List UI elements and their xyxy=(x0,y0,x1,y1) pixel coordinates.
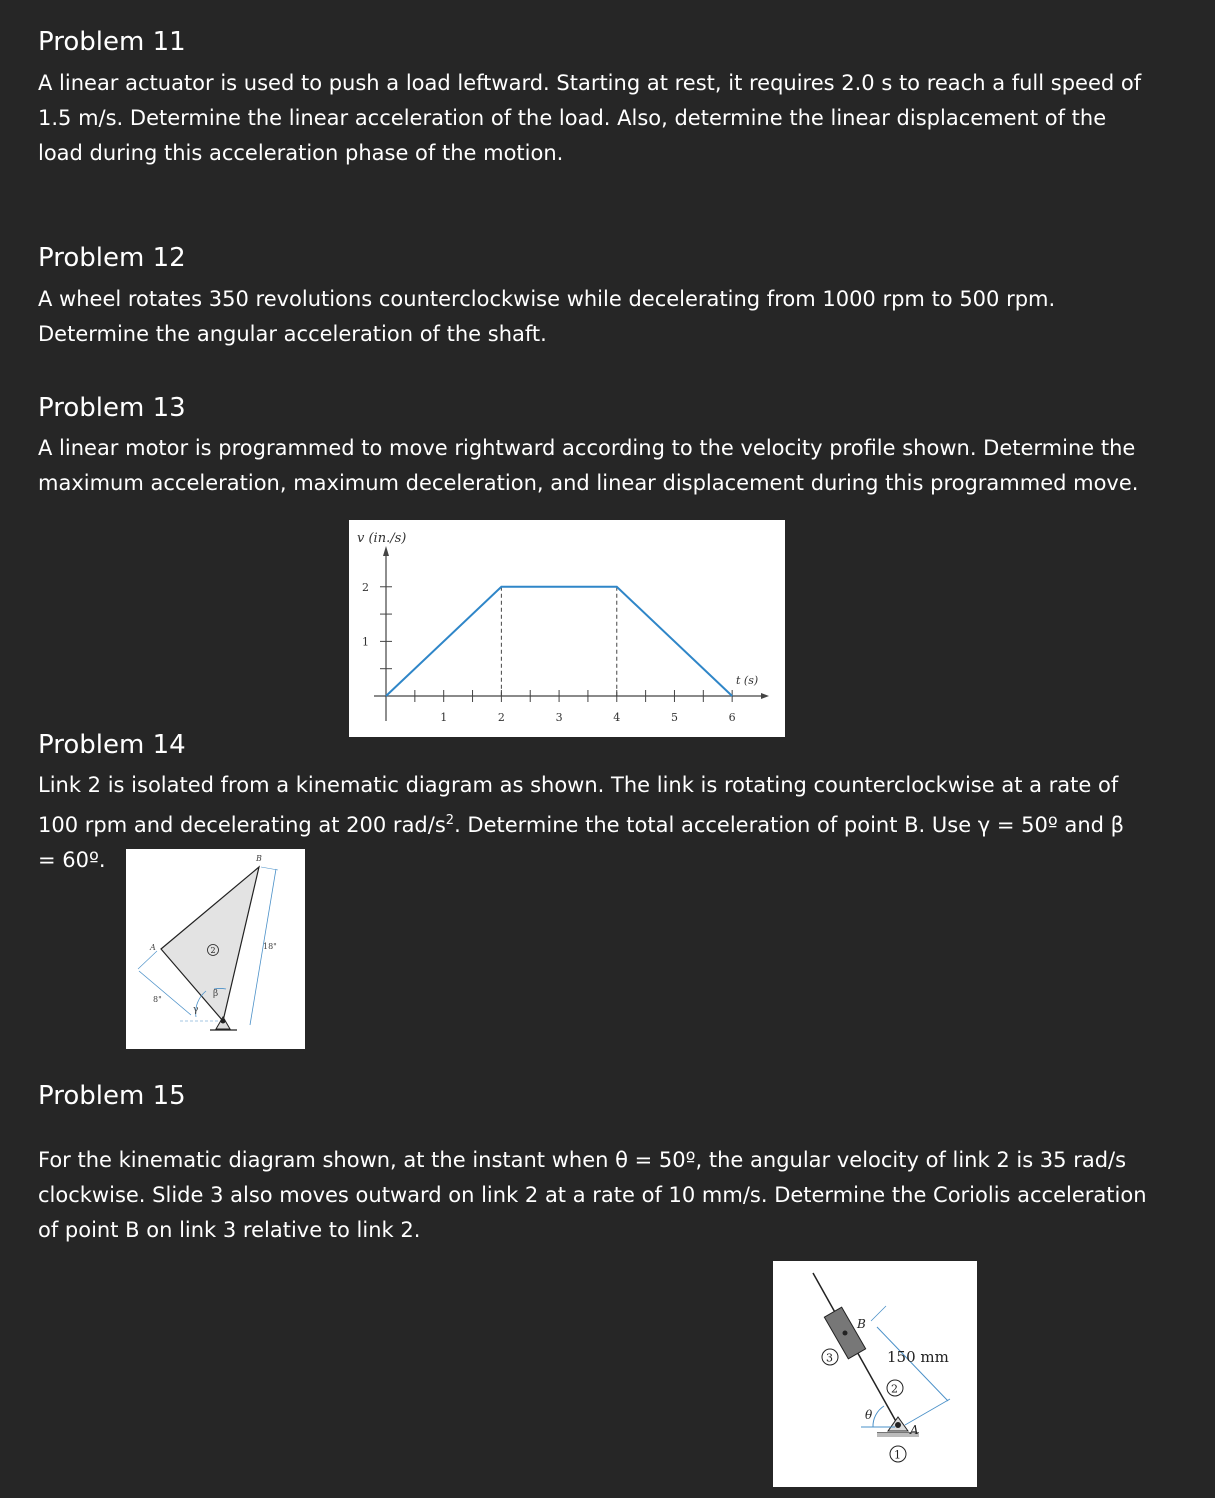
extension-line-a xyxy=(138,951,157,969)
problem-15-text: For the kinematic diagram shown, at the instant when θ = 50º, the angular velocity of link 2 is 35 rad/s clockwise. Slide 3 also moves outward on link 2 at a rate of 10 mm/s. Determine the Coriolis acceleration of point B on link 3 relative to link 2. xyxy=(38,1148,1147,1242)
problem-14-title: Problem 14 xyxy=(38,730,186,760)
x-tick-label: 1 xyxy=(440,711,448,724)
dimension-18-label: 18" xyxy=(263,942,277,951)
velocity-profile-figure xyxy=(349,520,785,737)
theta-arc xyxy=(873,1406,884,1427)
chart-y-axis-label: v (in./s) xyxy=(357,531,407,546)
link-2-body xyxy=(161,867,259,1021)
y-axis-arrow-icon xyxy=(383,546,389,556)
velocity-profile-chart xyxy=(349,520,785,737)
problem-11-text: A linear actuator is used to push a load leftward. Starting at rest, it requires 2.0 s to reach a full speed of 1.5 m/s. Determine the linear acceleration of the load. Also, determine the linear displacement of the load during this acceleration phase of the motion. xyxy=(38,71,1142,165)
problem-14-superscript: 2 xyxy=(445,813,455,828)
chart-x-axis-label: t (s) xyxy=(736,674,759,687)
velocity-profile-line xyxy=(386,587,732,696)
pivot-pin-icon xyxy=(221,1019,226,1024)
dimension-8-label: 8" xyxy=(153,995,162,1004)
x-tick-label: 2 xyxy=(497,711,505,724)
point-a-label: A xyxy=(910,1423,919,1437)
problem-14-text-part1: Link 2 is isolated from a kinematic diagram as shown. The link is rotating counterclockwise at a rate of 100 rpm and decelerating at 200 rad/s xyxy=(38,773,1119,837)
dimension-extension-bottom xyxy=(905,1399,950,1425)
pivot-a-pin-icon xyxy=(895,1422,901,1428)
problem-13-text: A linear motor is programmed to move rightward according to the velocity profile shown. Determine the maximum acceleration, maximum deceleration, and linear displacement during this programmed move. xyxy=(38,436,1139,495)
slider-link-diagram xyxy=(773,1261,977,1487)
point-b-label: B xyxy=(256,854,262,863)
point-b-dot xyxy=(843,1331,848,1336)
dimension-extension-top xyxy=(871,1306,886,1321)
problem-13-title: Problem 13 xyxy=(38,393,186,423)
problem-12-title: Problem 12 xyxy=(38,243,186,273)
problem-14-text-part2: . Determine the total acceleration of point B. Use γ = 50º and β = 60º. xyxy=(38,813,1125,872)
x-tick-label: 3 xyxy=(555,711,563,724)
problem-12-text: A wheel rotates 350 revolutions counterclockwise while decelerating from 1000 rpm to 500 rpm. Determine the angular acceleration of the shaft. xyxy=(38,287,1056,346)
point-b-label: B xyxy=(857,1317,866,1331)
x-tick-label: 4 xyxy=(613,711,621,724)
link-1-label: 1 xyxy=(894,1448,901,1462)
y-tick-label: 2 xyxy=(362,580,369,594)
extension-line-b xyxy=(261,867,278,870)
x-tick-label: 5 xyxy=(670,711,678,724)
theta-label: θ xyxy=(865,1408,873,1422)
x-tick-label: 6 xyxy=(728,711,736,724)
problem-15-title: Problem 15 xyxy=(38,1081,186,1111)
y-tick-label: 1 xyxy=(362,635,369,649)
link-2-label: 2 xyxy=(891,1382,898,1396)
x-axis-arrow-icon xyxy=(761,693,769,699)
slider-link-figure xyxy=(773,1261,977,1487)
link-2-diagram xyxy=(126,849,305,1049)
gamma-label: γ xyxy=(193,1005,199,1015)
point-a-label: A xyxy=(150,943,156,952)
dimension-line-short xyxy=(139,971,191,1015)
link-2-figure xyxy=(126,849,305,1049)
problem-11-title: Problem 11 xyxy=(38,27,186,57)
link-3-label: 3 xyxy=(826,1351,833,1365)
beta-label: β xyxy=(213,989,219,999)
link-number-label: 2 xyxy=(210,946,216,955)
dimension-label: 150 mm xyxy=(887,1348,949,1366)
